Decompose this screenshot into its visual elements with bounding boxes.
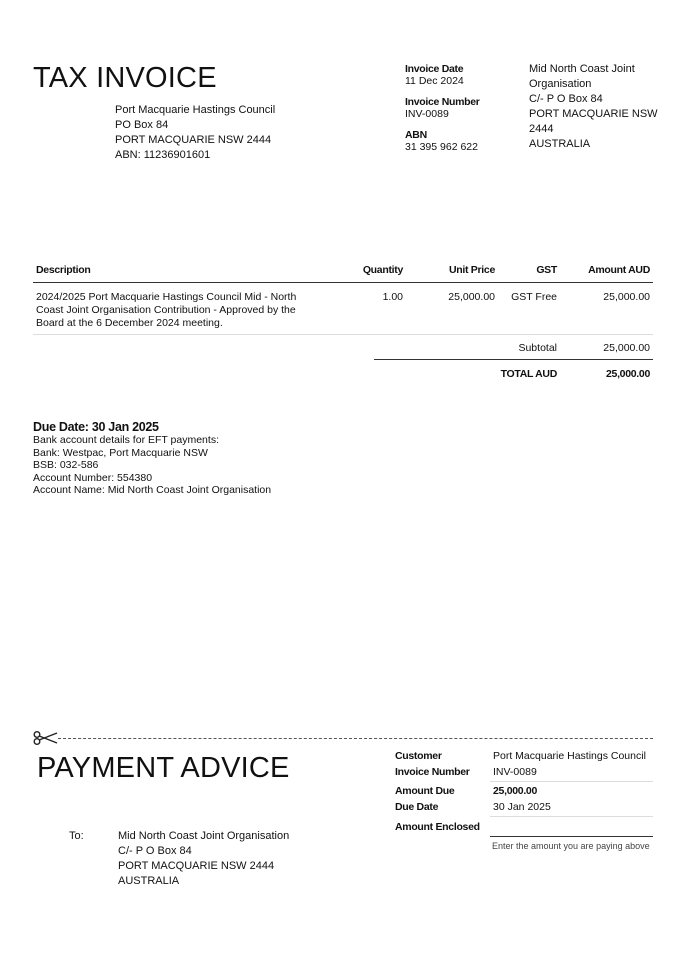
from-name: Port Macquarie Hastings Council	[115, 104, 276, 116]
subtotal-value: 25,000.00	[603, 342, 650, 354]
amount-due-value: 25,000.00	[493, 785, 538, 797]
to-line1: Mid North Coast Joint	[529, 63, 635, 75]
advice-to-line4: AUSTRALIA	[118, 875, 180, 887]
payment-advice-title: PAYMENT ADVICE	[37, 752, 290, 784]
total-divider	[374, 359, 653, 360]
row-description-line2: Coast Joint Organisation Contribution - Approved by the	[36, 304, 296, 316]
advice-to-label: To:	[69, 830, 84, 842]
scissors-icon	[33, 731, 59, 750]
bank-account-number: Account Number: 554380	[33, 471, 153, 484]
from-address-line1: PO Box 84	[115, 119, 169, 131]
amount-enclosed-field[interactable]	[490, 836, 653, 837]
row-unit-price: 25,000.00	[448, 291, 495, 303]
invoice-meta	[405, 62, 480, 155]
header-quantity: Quantity	[362, 264, 403, 276]
bank-details	[33, 434, 271, 497]
invoice-title: TAX INVOICE	[33, 62, 217, 94]
to-line5: 2444	[529, 123, 554, 135]
due-date-value: 30 Jan 2025	[493, 801, 551, 813]
row-amount: 25,000.00	[603, 291, 650, 303]
bank-name: Bank: Westpac, Port Macquarie NSW	[33, 446, 208, 459]
bank-account-name: Account Name: Mid North Coast Joint Organisation	[33, 484, 272, 497]
advice-divider-1	[490, 781, 653, 782]
advice-to-line1: Mid North Coast Joint Organisation	[118, 830, 290, 842]
header-gst: GST	[536, 264, 557, 276]
header-unit-price: Unit Price	[448, 264, 495, 276]
invoice-date: 11 Dec 2024	[405, 75, 464, 87]
invoice-number-label: Invoice Number	[405, 96, 480, 108]
cut-line	[58, 738, 653, 739]
row-description-line3: Board at the 6 December 2024 meeting.	[36, 317, 223, 329]
advice-invoice-number-label: Invoice Number	[395, 766, 470, 778]
advice-to-line3: PORT MACQUARIE NSW 2444	[118, 860, 275, 872]
to-line6: AUSTRALIA	[529, 138, 591, 150]
total-value: 25,000.00	[605, 368, 650, 380]
abn-label: ABN	[405, 129, 427, 141]
advice-invoice-number-value: INV-0089	[493, 766, 537, 778]
to-line3: C/- P O Box 84	[529, 93, 603, 105]
bank-bsb: BSB: 032-586	[33, 459, 99, 472]
due-date-label: Due Date	[395, 801, 439, 813]
payment-details	[33, 420, 271, 497]
to-line4: PORT MACQUARIE NSW	[529, 108, 658, 120]
row-divider	[33, 334, 653, 335]
to-address	[529, 62, 658, 152]
from-address-line2: PORT MACQUARIE NSW 2444	[115, 134, 272, 146]
row-gst: GST Free	[511, 291, 557, 303]
subtotal-label: Subtotal	[518, 342, 557, 354]
abn-value: 31 395 962 622	[405, 141, 478, 153]
from-address	[115, 103, 275, 163]
invoice-date-label: Invoice Date	[405, 63, 464, 75]
row-description	[36, 291, 336, 330]
amount-due-label: Amount Due	[395, 785, 455, 797]
amount-enclosed-hint: Enter the amount you are paying above	[492, 841, 650, 851]
header-divider	[33, 282, 653, 283]
advice-to-line2: C/- P O Box 84	[118, 845, 192, 857]
amount-enclosed-label: Amount Enclosed	[395, 821, 480, 833]
row-description-line1: 2024/2025 Port Macquarie Hastings Council Mid - North	[36, 291, 297, 303]
header-amount: Amount AUD	[588, 264, 650, 276]
advice-divider-2	[490, 816, 653, 817]
bank-details-intro: Bank account details for EFT payments:	[33, 434, 219, 446]
from-abn: ABN: 11236901601	[115, 149, 211, 161]
total-label: TOTAL AUD	[500, 368, 557, 380]
invoice-number: INV-0089	[405, 108, 449, 120]
customer-label: Customer	[395, 750, 442, 762]
header-description: Description	[36, 264, 91, 276]
due-date-heading: Due Date: 30 Jan 2025	[33, 420, 159, 434]
to-line2: Organisation	[529, 78, 592, 90]
advice-to-address	[118, 829, 289, 889]
customer-value: Port Macquarie Hastings Council	[493, 750, 646, 762]
row-quantity: 1.00	[382, 291, 403, 303]
